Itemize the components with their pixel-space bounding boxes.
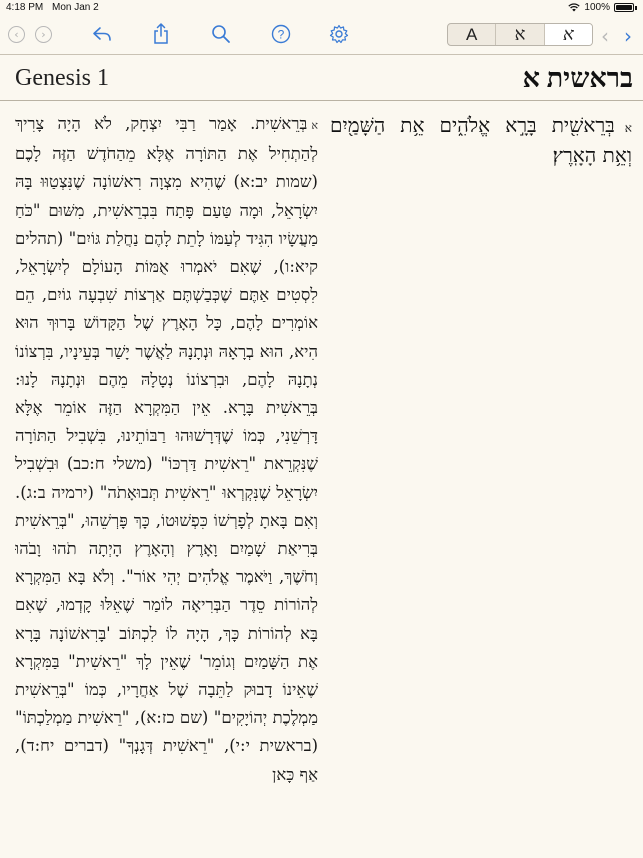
seg-rashi[interactable]	[544, 24, 592, 45]
status-right	[568, 2, 637, 13]
verse-number: א	[624, 121, 632, 135]
status-bar	[0, 0, 643, 16]
settings-button[interactable]	[329, 22, 349, 46]
verse-body: בְּרֵאשִׁ֖ית בָּרָ֣א אֱלֹהִ֑ים אֵ֥ת הַשָּׁמַ֖יִם וְאֵ֥ת הָאָֽרֶץ׃	[330, 113, 632, 167]
battery-percent: 100%	[584, 2, 610, 13]
share-icon	[152, 23, 170, 45]
battery-nub	[635, 6, 637, 10]
rashi-commentary	[15, 110, 318, 858]
reply-button[interactable]	[92, 22, 112, 46]
gear-icon	[329, 24, 349, 44]
wifi-icon	[568, 3, 580, 12]
prev-chapter-button[interactable]: ‹	[601, 24, 609, 48]
seg-hebrew[interactable]: א	[495, 24, 543, 45]
status-time: 4:18 PM	[6, 2, 44, 13]
forward-circle-button[interactable]	[35, 22, 52, 46]
commentary-body: בְּרֵאשִׁית. אָמַר רַבִּי יִצְחָק, לֹא הָיָה צָרִיךְ לְהַתְחִיל אֶת הַתּוֹרָה אֶלָּא מֵהַחֹדֶשׁ הַזֶּה לָכֶם (שמות יב:א) שֶׁהִיא מִצְוָה רִאשׁוֹנָה שֶׁנִּצְטַוּוּ בָּהּ יִשְׂרָאֵל, וּמָה טַּעַם פָּתַח בִּבְרֵאשִׁית, מִשּׁוּם "כֹּחַ מַעֲשָׂיו הִגִּיד לְעַמּוֹ לָתֵת לָהֶם נַחֲלַת גּוֹיִם" (תהלים קיא:ו), שֶׁאִם יֹאמְרוּ אֻמּוֹת הָעוֹלָם לְיִשְׂרָאֵל, לִסְטִים אַתֶּם שֶׁכְּבַשְׁתֶּם אַרְצוֹת שִׁבְעָה גוֹיִם, הֵם אוֹמְרִים לָהֶם, כָּל הָאָרֶץ שֶׁל הַקָּדוֹשׁ בָּרוּךְ הוּא הִיא, הוּא בְרָאָהּ וּנְתָנָהּ לַאֲשֶׁר יָשַׁר בְּעֵינָיו, בִּרְצוֹנוֹ נְתָנָהּ לָהֶם, וּבִרְצוֹנוֹ נְטָלָהּ מֵהֶם וּנְתָנָהּ לָנוּ: בְּרֵאשִׁית בָּרָא. אֵין הַמִּקְרָא הַזֶּה אוֹמֵר אֶלָּא דָּרְשֵׁנִי, כְּמוֹ שֶׁדְּרָשׁוּהוּ רַבּוֹתֵינוּ, בִּשְׁבִיל הַתּוֹרָה שֶׁנִּקְרֵאת "רֵאשִׁית דַּרְכּוֹ" (משלי ח:כב) וּבִשְׁבִיל יִשְׂרָאֵל שֶׁנִּקְרְאוּ "רֵאשִׁית תְּבוּאָתֹה" (ירמיה ב:ג). וְאִם בָּאתָ לְפָרְשׁוֹ כִּפְשׁוּטוֹ, כָּךְ פָּרְשֵׁהוּ, "בְּרֵאשִׁית בְּרִיאַת שָׁמַיִם וָאָרֶץ וְהָאָרֶץ הָיְתָה תֹהוּ וָבֹהוּ וְחֹשֶׁךְ, וַיֹּאמֶר אֱלֹהִים יְהִי אוֹר". וְלֹא בָּא הַמִּקְרָא לְהוֹרוֹת סֵדֶר הַבְּרִיאָה לוֹמַר שֶׁאֵלּוּ קָדְמוּ, שֶׁאִם בָּא לְהוֹרוֹת כָּךְ, הָיָה לוֹ לִכְתּוֹב 'בָּרִאשׁוֹנָה בָּרָא אֶת הַשָּׁמַיִם וְגוֹמֵר' שֶׁאֵין לָךְ "רֵאשִׁית" בַּמִּקְרָא שֶׁאֵינוֹ דָבוּק לַתֵּבָה שֶׁל אַחֲרָיו, כְּמוֹ "בְּרֵאשִׁית מַמְלֶכֶת יְהוֹיָקִים" (שם כז:א), "רֵאשִׁית מַמְלַכְתּוֹ" (בראשית י:י), "רֵאשִׁית דְּגָנְךָ" (דברים יח:ד), אַף כָּאן	[15, 114, 318, 784]
chapter-header	[0, 56, 643, 101]
search-button[interactable]	[211, 22, 231, 46]
share-button[interactable]	[152, 22, 170, 46]
reply-icon	[92, 26, 112, 42]
forward-circle-icon: ›	[35, 26, 52, 43]
verse-text	[330, 112, 632, 169]
help-button[interactable]	[271, 22, 291, 46]
status-date: Mon Jan 2	[52, 2, 99, 13]
search-icon	[211, 24, 231, 44]
back-circle-button[interactable]	[8, 22, 25, 46]
seg-rashi-label: א	[562, 24, 574, 44]
svg-text:?: ?	[277, 27, 285, 42]
chapter-title-hebrew: בראשית א	[522, 63, 633, 93]
seg-english[interactable]: A	[465, 24, 478, 44]
help-icon	[271, 24, 291, 44]
battery-icon	[614, 3, 634, 12]
back-circle-icon: ‹	[8, 26, 25, 43]
chapter-title-english: Genesis 1	[15, 65, 109, 91]
commentary-number: א	[311, 119, 318, 132]
text-mode-segmented-control	[447, 23, 593, 46]
next-chapter-button[interactable]: ›	[624, 24, 632, 48]
